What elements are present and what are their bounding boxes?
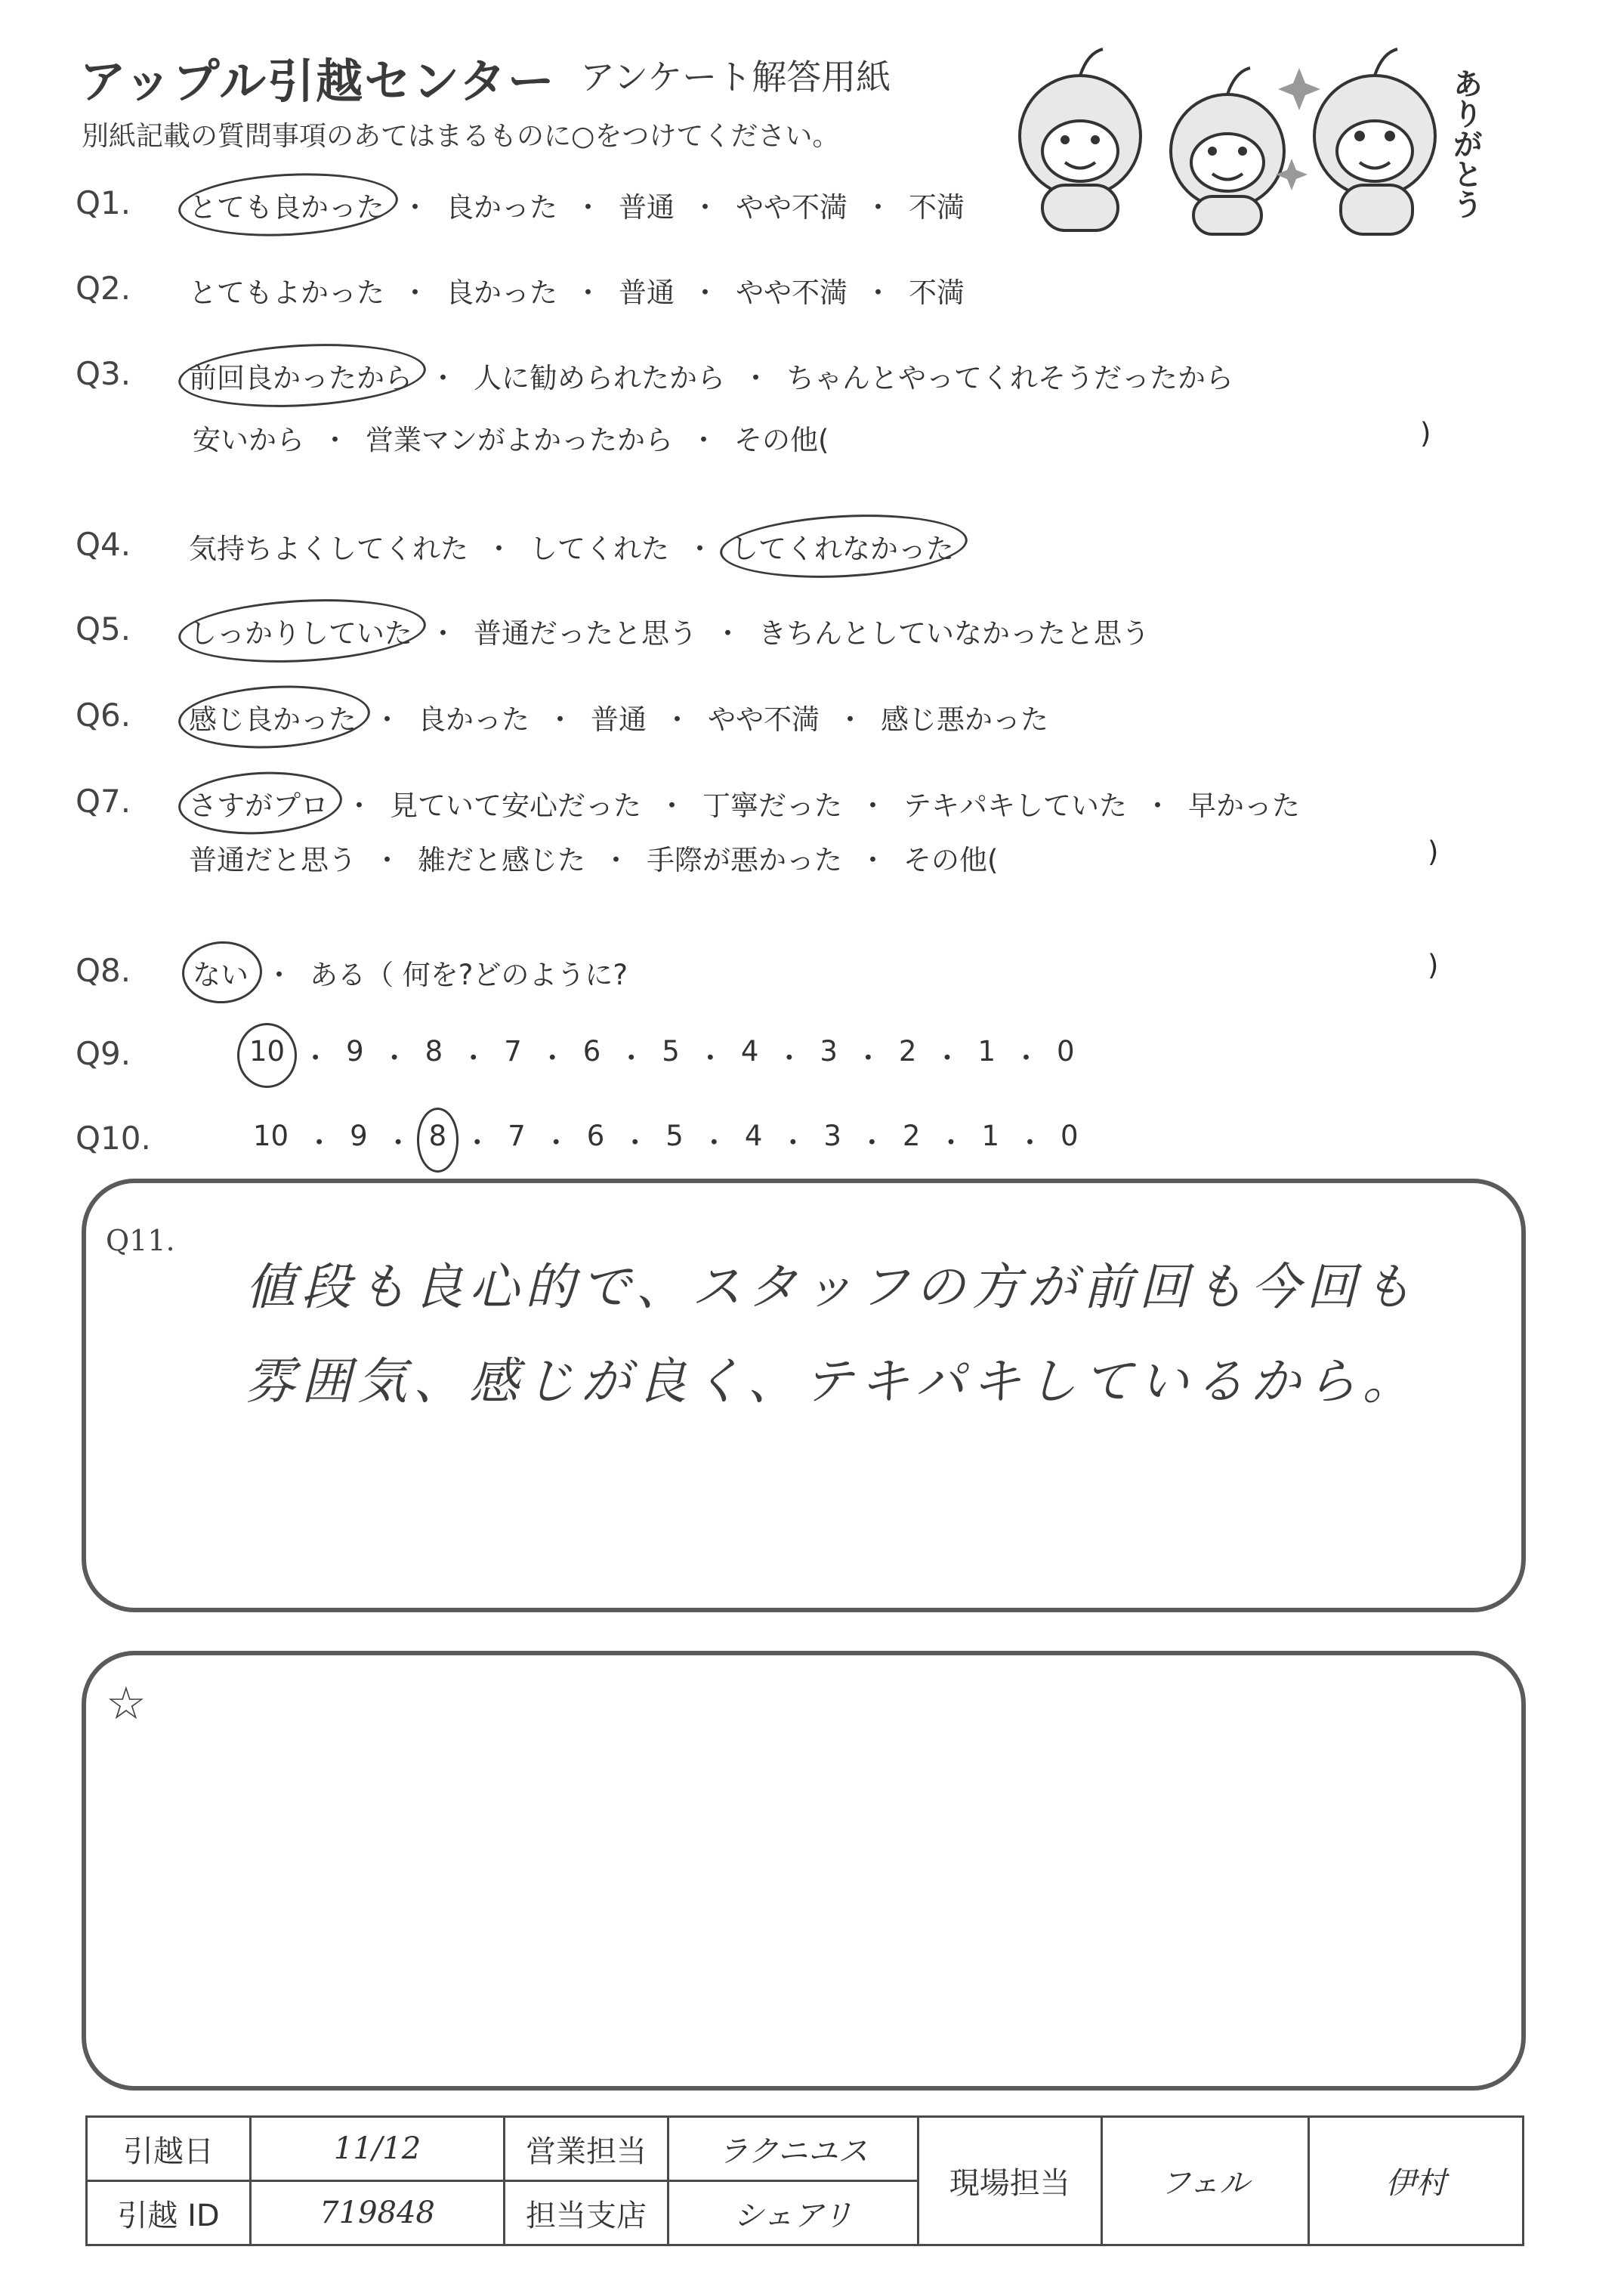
q10-score-1[interactable]: 1 [981, 1120, 1000, 1152]
q7-label: Q7. [76, 783, 131, 820]
q2-option-5[interactable]: 不満 [909, 277, 965, 309]
q7-close-paren: ) [1428, 836, 1439, 868]
q11-answer-line2: 雰囲気、感じが良く、テキパキしているから。 [245, 1352, 1419, 1411]
q8-close-paren: ) [1428, 949, 1439, 981]
branch-value: シェアリ [668, 2181, 919, 2245]
move-id-value: 719848 [251, 2181, 505, 2245]
q1-option-2[interactable]: 良かった [446, 191, 557, 224]
q7-options: さすがプロ ・ 見ていて安心だった ・ 丁寧だった ・ テキパキしていた ・ 早かった [189, 783, 1300, 824]
q9-score-8[interactable]: 8 [425, 1035, 443, 1068]
q3-label: Q3. [76, 355, 131, 392]
q3-option-1[interactable]: 前回良かったから [189, 355, 412, 396]
q3-option-3[interactable]: ちゃんとやってくれそうだったから [786, 362, 1233, 394]
q3-close-paren: ) [1420, 417, 1431, 450]
q4-option-2[interactable]: してくれた [529, 533, 669, 565]
q5-label: Q5. [76, 610, 131, 647]
q9-label: Q9. [76, 1035, 131, 1072]
q9-score-10[interactable]: 10 [249, 1035, 285, 1076]
q9-score-6[interactable]: 6 [582, 1035, 601, 1068]
q2-option-3[interactable]: 普通 [619, 277, 675, 309]
q1-option-5[interactable]: 不満 [909, 191, 965, 224]
q2-option-4[interactable]: やや不満 [736, 277, 848, 309]
site-label: 現場担当 [918, 2117, 1101, 2245]
q2-option-2[interactable]: 良かった [446, 277, 557, 309]
q5-option-1[interactable]: しっかりしていた [189, 610, 412, 651]
instructions: 別紙記載の質問事項のあてはまるものに○をつけてください。 [82, 121, 840, 152]
branch-label: 担当支店 [505, 2181, 668, 2245]
sales-label: 営業担当 [505, 2117, 668, 2181]
site-value-2: 伊村 [1308, 2117, 1523, 2245]
q3-options: 前回良かったから ・ 人に勧められたから ・ ちゃんとやってくれそうだったから [189, 355, 1233, 396]
q2-option-1[interactable]: とてもよかった [189, 277, 384, 309]
monkey-mascots-illustration [997, 38, 1526, 242]
q6-option-1[interactable]: 感じ良かった [189, 697, 357, 737]
q10-score-8[interactable]: 8 [429, 1120, 447, 1160]
q7-option-5[interactable]: 早かった [1188, 790, 1300, 822]
q3-option-other[interactable]: その他( [734, 424, 829, 456]
thanks-text: ありがとう [1448, 68, 1483, 219]
q10-scale: 10 ・ 9 ・ 8 ・ 7 ・ 6 ・ 5 ・ 4 ・ 3 ・ 2 ・ 1 ・ 0 [253, 1120, 1079, 1159]
site-value-1: フェル [1101, 2117, 1308, 2245]
q6-option-3[interactable]: 普通 [591, 703, 647, 736]
q11-answer-line1: 値段も良心的で、スタッフの方が前回も今回も [245, 1258, 1419, 1316]
q7-option-other[interactable]: その他( [903, 844, 999, 876]
q9-score-1[interactable]: 1 [977, 1035, 996, 1068]
q10-score-2[interactable]: 2 [902, 1120, 921, 1152]
q9-score-0[interactable]: 0 [1057, 1035, 1075, 1068]
q7-option-4[interactable]: テキパキしていた [903, 790, 1127, 822]
q7-option-6[interactable]: 普通だと思う [189, 844, 357, 876]
q9-scale: 10 ・ 9 ・ 8 ・ 7 ・ 6 ・ 5 ・ 4 ・ 3 ・ 2 ・ 1 ・ 0 [249, 1035, 1075, 1074]
q7-option-8[interactable]: 手際が悪かった [647, 844, 842, 876]
q4-option-3[interactable]: してくれなかった [730, 526, 954, 567]
q7-options-line2: 普通だと思う ・ 雑だと感じた ・ 手際が悪かった ・ その他( [189, 837, 998, 878]
sales-value: ラクニユス [668, 2117, 919, 2181]
q9-score-9[interactable]: 9 [346, 1035, 364, 1068]
q5-option-3[interactable]: きちんとしていなかったと思う [758, 617, 1150, 650]
q8-options: ない ・ ある（ 何を?どのように? [193, 952, 628, 993]
q4-option-1[interactable]: 気持ちよくしてくれた [189, 533, 468, 565]
q2-label: Q2. [76, 270, 131, 307]
document-title: アップル引越センター [79, 54, 556, 109]
q6-options: 感じ良かった ・ 良かった ・ 普通 ・ やや不満 ・ 感じ悪かった [189, 697, 1048, 737]
q10-score-5[interactable]: 5 [665, 1120, 684, 1152]
q9-score-5[interactable]: 5 [662, 1035, 680, 1068]
q5-option-2[interactable]: 普通だったと思う [474, 617, 697, 650]
q10-score-0[interactable]: 0 [1061, 1120, 1079, 1152]
q9-score-4[interactable]: 4 [740, 1035, 759, 1068]
q8-label: Q8. [76, 952, 131, 989]
q10-score-3[interactable]: 3 [823, 1120, 841, 1152]
q11-label: Q11. [106, 1224, 175, 1257]
q1-option-4[interactable]: やや不満 [736, 191, 848, 224]
move-date-value: 11/12 [251, 2117, 505, 2181]
star-icon: ☆ [106, 1677, 147, 1730]
q9-score-2[interactable]: 2 [898, 1035, 917, 1068]
q1-option-1[interactable]: とても良かった [189, 184, 384, 225]
q9-score-7[interactable]: 7 [504, 1035, 522, 1068]
q3-option-2[interactable]: 人に勧められたから [474, 362, 725, 394]
q8-option-1[interactable]: ない [193, 952, 249, 993]
move-id-label: 引越 ID [87, 2181, 251, 2245]
q6-option-4[interactable]: やや不満 [708, 703, 820, 736]
document-subtitle: アンケート解答用紙 [580, 57, 891, 97]
q6-option-5[interactable]: 感じ悪かった [881, 703, 1048, 736]
q7-option-7[interactable]: 雑だと感じた [418, 844, 585, 876]
q2-options: とてもよかった ・ 良かった ・ 普通 ・ やや不満 ・ 不満 [189, 270, 965, 311]
q1-label: Q1. [76, 184, 131, 221]
q10-score-4[interactable]: 4 [744, 1120, 763, 1152]
q3-option-4[interactable]: 安いから [193, 424, 304, 456]
q10-label: Q10. [76, 1120, 151, 1157]
q5-options: しっかりしていた ・ 普通だったと思う ・ きちんとしていなかったと思う [189, 610, 1150, 651]
q7-option-1[interactable]: さすがプロ [189, 783, 329, 824]
q1-options: とても良かった ・ 良かった ・ 普通 ・ やや不満 ・ 不満 [189, 184, 965, 225]
q3-option-5[interactable]: 営業マンがよかったから [366, 424, 673, 456]
q4-label: Q4. [76, 526, 131, 563]
q8-option-2[interactable]: ある（ 何を?どのように? [310, 959, 628, 991]
q9-score-3[interactable]: 3 [820, 1035, 838, 1068]
q7-option-2[interactable]: 見ていて安心だった [390, 790, 641, 822]
q10-score-7[interactable]: 7 [508, 1120, 526, 1152]
q7-option-3[interactable]: 丁寧だった [702, 790, 842, 822]
q6-option-2[interactable]: 良かった [418, 703, 529, 736]
move-date-label: 引越日 [87, 2117, 251, 2181]
q10-score-10[interactable]: 10 [253, 1120, 289, 1152]
q1-option-3[interactable]: 普通 [619, 191, 675, 224]
footer-info-table [85, 2115, 1524, 2246]
q6-label: Q6. [76, 697, 131, 734]
star-comment-box[interactable] [82, 1651, 1526, 2091]
q10-score-9[interactable]: 9 [350, 1120, 368, 1152]
q3-options-line2: 安いから ・ 営業マンがよかったから ・ その他( [193, 417, 829, 458]
q4-options: 気持ちよくしてくれた ・ してくれた ・ してくれなかった [189, 526, 954, 567]
q10-score-6[interactable]: 6 [586, 1120, 605, 1152]
